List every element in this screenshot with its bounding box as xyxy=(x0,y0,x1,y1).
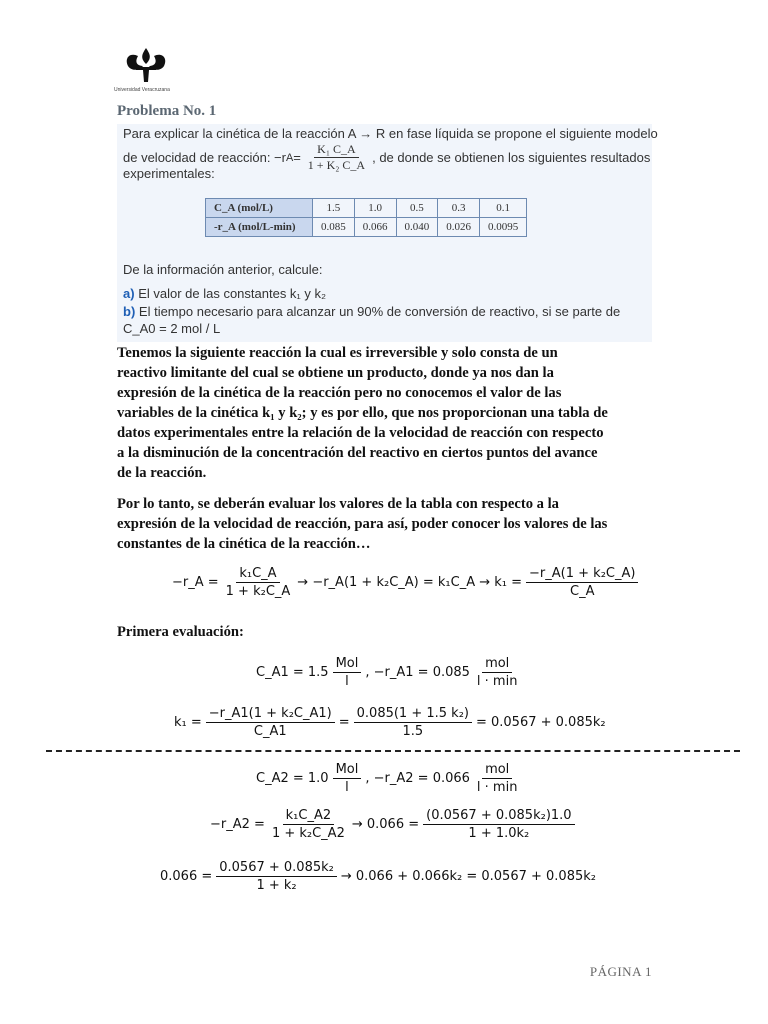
eq-lhs: k₁ = xyxy=(174,715,202,730)
eq-numerator: (0.0567 + 0.085k₂)1.0 xyxy=(423,808,574,825)
eq-numerator: −r_A(1 + k₂C_A) xyxy=(526,566,638,583)
eq-pre: C_A1 = 1.5 xyxy=(256,665,329,680)
eq-denominator: C_A xyxy=(570,584,595,599)
eq-numerator: Mol xyxy=(333,762,362,779)
first-evaluation-label: Primera evaluación: xyxy=(117,624,244,640)
eq-pre: C_A2 = 1.0 xyxy=(256,771,329,786)
eq-fraction xyxy=(223,566,294,599)
rate-model-sub: A xyxy=(285,151,294,164)
eq-numerator: k₁C_A xyxy=(236,566,279,583)
eq-middle: → 0.066 = xyxy=(351,817,420,832)
eq-fraction xyxy=(526,566,638,599)
paragraph-line: Por lo tanto, se deberán evaluar los valores de la tabla con respecto a la xyxy=(117,496,559,512)
question-a-letter: a) xyxy=(123,286,135,301)
evaluation-paragraph xyxy=(117,494,662,554)
paragraph-line: Tenemos la siguiente reacción la cual es irreversible y solo consta de un xyxy=(117,345,558,361)
paragraph-line: expresión de la velocidad de reacción, para así, poder conocer los valores de las xyxy=(117,516,608,532)
eq-denominator: 1 + k₂ xyxy=(256,878,297,893)
rate-model-fraction xyxy=(305,142,368,173)
eq-fraction xyxy=(423,808,574,841)
eq-numerator: 0.0567 + 0.085k₂ xyxy=(216,860,337,877)
eq-denominator: l xyxy=(345,674,349,689)
table-row-label: C_A (mol/L) xyxy=(206,199,313,218)
equation-rate-substitution xyxy=(210,808,579,841)
eq-denominator: l xyxy=(345,780,349,795)
equation-first-point xyxy=(256,656,524,689)
eq-middle: , −r_A1 = 0.085 xyxy=(365,665,470,680)
eq-numerator: Mol xyxy=(333,656,362,673)
unit-fraction xyxy=(474,656,521,689)
page-number: PÁGINA 1 xyxy=(589,964,652,979)
unit-fraction xyxy=(474,762,521,795)
paragraph-line: reactivo limitante del cual se obtiene un producto, donde ya nos dan la xyxy=(117,365,554,381)
logo-caption: Universidad Veracruzana xyxy=(114,87,170,93)
paragraph-line: a la disminución de la concentración del reactivo en ciertos puntos del avance xyxy=(117,445,598,461)
equation-k1-derivation xyxy=(172,566,642,599)
paragraph-line: expresión de la cinética de la reacción pero no conocemos el valor de las xyxy=(117,385,562,401)
problem-statement xyxy=(117,124,658,342)
rate-model-equals: = xyxy=(293,150,301,165)
problem-line-3: experimentales: xyxy=(123,166,215,181)
paragraph-line: de la reacción. xyxy=(117,465,207,481)
problem-line-1: Para explicar la cinética de la reacción A → R en fase líquida se propone el siguiente modelo xyxy=(123,126,658,141)
unit-fraction xyxy=(333,762,362,795)
experimental-data-table xyxy=(205,198,527,237)
eq-fraction xyxy=(206,706,335,739)
table-cell: 0.0095 xyxy=(480,218,527,237)
eq-fraction xyxy=(354,706,472,739)
eq-rhs: = 0.0567 + 0.085k₂ xyxy=(475,715,606,730)
equation-k1-value xyxy=(174,706,606,739)
table-row-label: -r_A (mol/L-min) xyxy=(206,218,313,237)
eq-middle: → −r_A(1 + k₂C_A) = k₁C_A → k₁ = xyxy=(297,575,523,590)
paragraph-line: constantes de la cinética de la reacción… xyxy=(117,536,371,552)
eq-equals: = xyxy=(338,715,350,730)
question-a-text: El valor de las constantes k₁ y k₂ xyxy=(138,286,327,301)
eq-middle: , −r_A2 = 0.066 xyxy=(365,771,470,786)
university-logo xyxy=(116,42,176,102)
table-cell: 1.5 xyxy=(313,199,355,218)
question-b-text: El tiempo necesario para alcanzar un 90% de conversión de reactivo, si se parte de xyxy=(138,304,621,319)
eq-lhs: 0.066 = xyxy=(160,869,213,884)
table-cell: 0.5 xyxy=(396,199,438,218)
table-cell: 0.026 xyxy=(438,218,480,237)
explanation-paragraph xyxy=(117,343,662,483)
rate-model-numerator: K₁ C_A xyxy=(314,142,359,158)
eq-fraction xyxy=(216,860,337,893)
table-row xyxy=(206,218,527,237)
eq-lhs: −r_A2 = xyxy=(210,817,265,832)
problem-heading: Problema No. 1 xyxy=(117,103,217,119)
table-cell: 0.3 xyxy=(438,199,480,218)
question-a xyxy=(123,286,326,301)
paragraph-line: datos experimentales entre la relación de la velocidad de reacción con respecto xyxy=(117,425,604,441)
eq-denominator: C_A1 xyxy=(253,724,287,739)
unit-fraction xyxy=(333,656,362,689)
eq-denominator: l · min xyxy=(476,674,518,689)
equation-second-point xyxy=(256,762,524,795)
eq-lhs: −r_A = xyxy=(172,575,219,590)
paragraph-line: variables de la cinética k₁ y k₂; y es por ello, que nos proporcionan una tabla de xyxy=(117,405,608,421)
eq-numerator: k₁C_A2 xyxy=(283,808,334,825)
eq-denominator: 1 + k₂C_A xyxy=(225,584,291,599)
rate-model-prefix: de velocidad de reacción: −r xyxy=(123,150,286,165)
table-row xyxy=(206,199,527,218)
table-cell: 0.1 xyxy=(480,199,527,218)
eq-numerator: 0.085(1 + 1.5 k₂) xyxy=(354,706,472,723)
eq-fraction xyxy=(269,808,348,841)
eq-numerator: mol xyxy=(482,656,512,673)
eq-rhs: → 0.066 + 0.066k₂ = 0.0567 + 0.085k₂ xyxy=(340,869,596,884)
eq-numerator: −r_A1(1 + k₂C_A1) xyxy=(206,706,335,723)
rate-model-denominator: 1 + K₂ C_A xyxy=(307,158,366,172)
question-b-line2: C_A0 = 2 mol / L xyxy=(123,321,221,336)
table-cell: 0.066 xyxy=(354,218,396,237)
equation-k2-solve xyxy=(160,860,596,893)
question-b xyxy=(123,304,620,319)
eq-denominator: l · min xyxy=(476,780,518,795)
table-cell: 0.040 xyxy=(396,218,438,237)
table-cell: 1.0 xyxy=(354,199,396,218)
dashed-separator xyxy=(46,750,740,752)
rate-model-suffix: , de donde se obtienen los siguientes resultados xyxy=(372,150,651,165)
calc-intro: De la información anterior, calcule: xyxy=(123,262,323,277)
question-b-letter: b) xyxy=(123,304,136,319)
eq-denominator: 1 + 1.0k₂ xyxy=(468,826,530,841)
eq-denominator: 1.5 xyxy=(402,724,424,739)
table-cell: 0.085 xyxy=(313,218,355,237)
eq-denominator: 1 + k₂C_A2 xyxy=(271,826,345,841)
eq-numerator: mol xyxy=(482,762,512,779)
